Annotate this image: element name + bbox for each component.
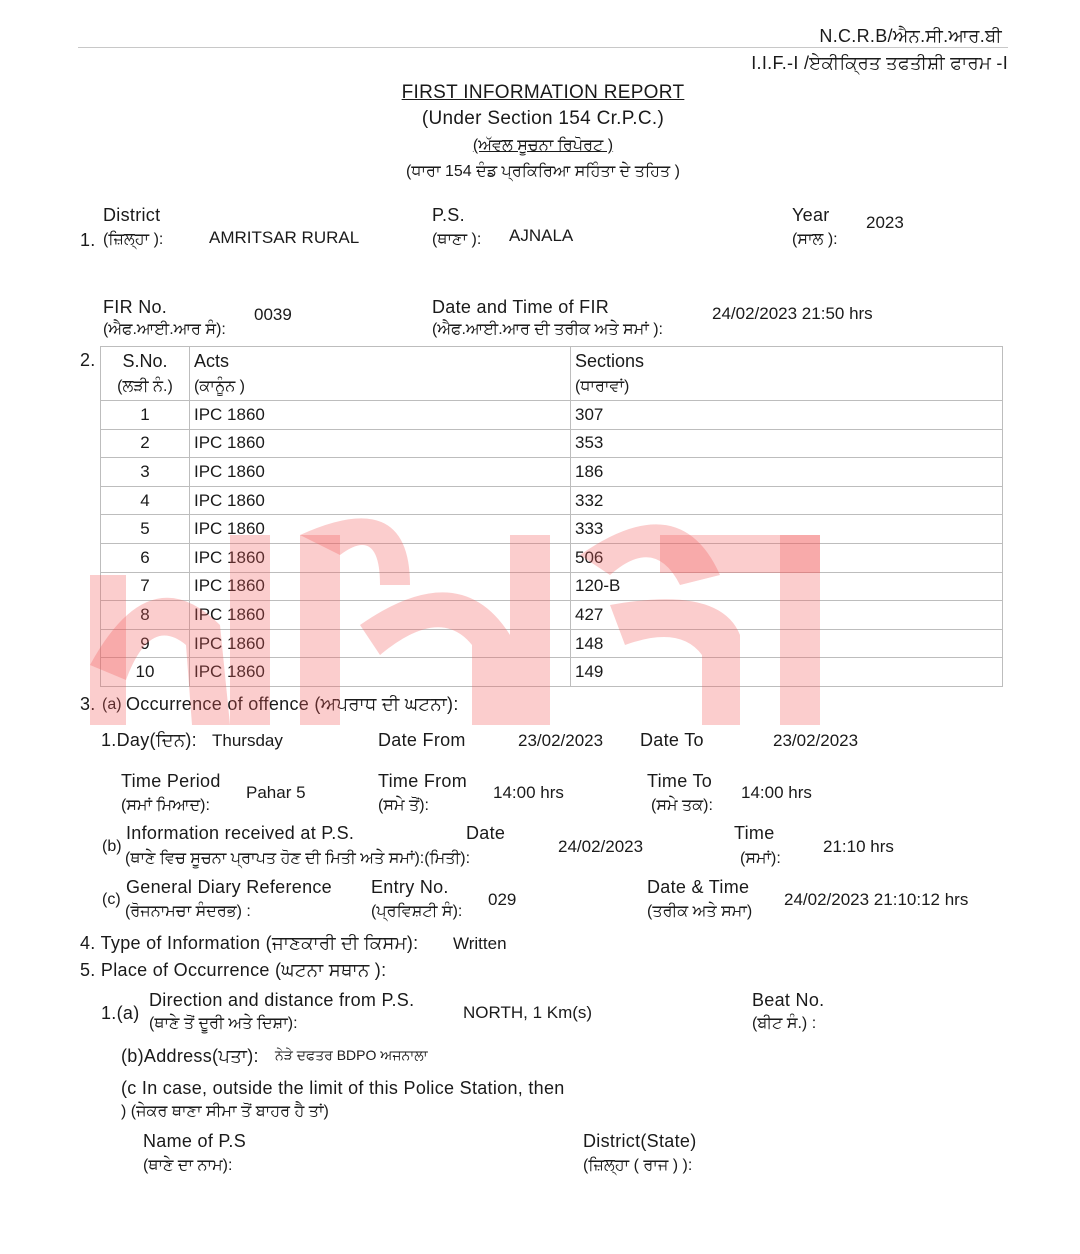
row-act: IPC 1860: [190, 429, 571, 458]
district-label-pa: (ਜ਼ਿਲ੍ਹਾ ):: [103, 231, 164, 248]
ps-label: P.S.: [432, 205, 465, 225]
info-time-value: 21:10 hrs: [823, 837, 894, 856]
row-section: 120-B: [571, 572, 1003, 601]
type-of-information-value: Written: [453, 934, 507, 953]
direction-distance-label: Direction and distance from P.S.: [149, 990, 415, 1010]
row-act: IPC 1860: [190, 629, 571, 658]
report-title: FIRST INFORMATION REPORT: [401, 82, 685, 103]
row-sno: 8: [101, 601, 190, 630]
ncrb-label: N.C.R.B/ਐਨ.ਸੀ.ਆਰ.ਬੀ: [819, 26, 1002, 46]
day-label: 1.Day(ਦਿਨ):: [101, 730, 197, 750]
header-divider: [78, 47, 1008, 48]
header-sno: [101, 347, 190, 401]
district-state-label: District(State): [583, 1131, 697, 1151]
row-section: 148: [571, 629, 1003, 658]
row-act: IPC 1860: [190, 601, 571, 630]
ps-name-label: Name of P.S: [143, 1131, 247, 1151]
table-row: [101, 429, 1003, 458]
beat-no-label: Beat No.: [752, 990, 825, 1010]
time-to-label: Time To: [647, 771, 713, 791]
table-row: [101, 601, 1003, 630]
item3b-label: (b): [102, 838, 122, 855]
time-to-label-pa: (ਸਮੇ ਤਕ):: [651, 797, 713, 814]
date-from-label: Date From: [378, 730, 466, 750]
date-to-value: 23/02/2023: [773, 731, 859, 750]
district-state-label-pa: (ਜ਼ਿਲ੍ਹਾ ( ਰਾਜ ) ):: [583, 1157, 693, 1174]
gd-reference-label-pa: (ਰੋਜਨਾਮਚਾ ਸੰਦਰਭ) :: [125, 903, 251, 920]
header-sections-en: Sections: [575, 351, 645, 371]
header-acts: [190, 347, 571, 401]
table-row: [101, 629, 1003, 658]
table-header-row: [101, 347, 1003, 401]
header-acts-pa: (ਕਾਨੂੰਨ ): [194, 378, 245, 395]
row-sno: 2: [101, 429, 190, 458]
header-sections-pa: (ਧਾਰਾਵਾਂ): [575, 378, 630, 395]
table-row: [101, 658, 1003, 687]
time-to-value: 14:00 hrs: [741, 783, 812, 802]
date-from-value: 23/02/2023: [518, 731, 604, 750]
info-received-label: Information received at P.S.: [126, 823, 355, 843]
row-section: 506: [571, 543, 1003, 572]
item3c-label: (c): [102, 891, 121, 908]
info-date-label: Date: [466, 823, 506, 843]
row-section: 353: [571, 429, 1003, 458]
ps-label-pa: (ਥਾਣਾ ):: [432, 231, 482, 248]
direction-distance-value: NORTH, 1 Km(s): [463, 1003, 593, 1022]
table-row: [101, 572, 1003, 601]
form-label: I.I.F.-I /ਏਕੀਕ੍ਰਿਤ ਤਫਤੀਸ਼ੀ ਫਾਰਮ -I: [751, 53, 1008, 73]
row-act: IPC 1860: [190, 572, 571, 601]
outside-limit-label-pa: ) (ਜੇਕਰ ਥਾਣਾ ਸੀਮਾ ਤੋਂ ਬਾਹਰ ਹੈ ਤਾਂ): [121, 1103, 329, 1120]
address-label: (b)Address(ਪਤਾ):: [121, 1046, 259, 1066]
day-value: Thursday: [212, 731, 283, 750]
beat-no-label-pa: (ਬੀਟ ਸੰ.) :: [752, 1015, 817, 1032]
date-to-label: Date To: [640, 730, 704, 750]
info-time-label: Time: [734, 823, 775, 843]
time-from-label: Time From: [378, 771, 468, 791]
row-sno: 7: [101, 572, 190, 601]
time-from-value: 14:00 hrs: [493, 783, 564, 802]
info-time-label-pa: (ਸਮਾਂ):: [740, 850, 781, 867]
fir-no-value: 0039: [254, 305, 292, 324]
year-label-pa: (ਸਾਲ ):: [792, 231, 838, 248]
item3a-label: (a): [102, 696, 122, 713]
row-section: 427: [571, 601, 1003, 630]
report-section-en: (Under Section 154 Cr.P.C.): [421, 108, 665, 129]
direction-distance-label-pa: (ਥਾਣੇ ਤੋਂ ਦੂਰੀ ਅਤੇ ਦਿਸ਼ਾ):: [149, 1015, 298, 1032]
time-from-label-pa: (ਸਮੇ ਤੋਂ):: [378, 797, 429, 814]
header-sections: [571, 347, 1003, 401]
year-label: Year: [792, 205, 830, 225]
time-period-label: Time Period: [121, 771, 221, 791]
item1-number: 1.: [80, 230, 96, 250]
entry-no-label: Entry No.: [371, 877, 449, 897]
report-section-pa: (ਧਾਰਾ 154 ਦੰਡ ਪ੍ਰਕਿਰਿਆ ਸਹਿੰਤਾ ਦੇ ਤਹਿਤ ): [406, 163, 680, 180]
entry-no-label-pa: (ਪ੍ਰਵਿਸ਼ਟੀ ਸੰ):: [371, 903, 463, 920]
fir-no-label: FIR No.: [103, 297, 168, 317]
info-received-label-pa: (ਥਾਣੇ ਵਿਚ ਸੂਚਨਾ ਪ੍ਰਾਪਤ ਹੋਣ ਦੀ ਮਿਤੀ ਅਤੇ ਸਮਾਂ):(ਮਿਤੀ):: [125, 850, 471, 867]
item3-number: 3.: [80, 694, 96, 714]
type-of-information-label: 4. Type of Information (ਜਾਣਕਾਰੀ ਦੀ ਕਿਸਮ):: [80, 933, 419, 953]
row-section: 333: [571, 515, 1003, 544]
table-row: [101, 543, 1003, 572]
row-act: IPC 1860: [190, 401, 571, 430]
ps-value: AJNALA: [509, 226, 574, 245]
time-period-label-pa: (ਸਮਾਂ ਮਿਆਦ):: [121, 797, 210, 814]
fir-datetime-value: 24/02/2023 21:50 hrs: [712, 304, 873, 323]
row-sno: 9: [101, 629, 190, 658]
row-section: 332: [571, 486, 1003, 515]
outside-limit-label: (c In case, outside the limit of this Police Station, then: [121, 1078, 565, 1098]
acts-sections-table: [100, 346, 1003, 687]
row-section: 149: [571, 658, 1003, 687]
row-section: 186: [571, 458, 1003, 487]
district-value: AMRITSAR RURAL: [209, 228, 360, 247]
address-value: ਨੇੜੇ ਦਫਤਰ BDPO ਅਜਨਾਲਾ: [275, 1047, 428, 1063]
row-act: IPC 1860: [190, 486, 571, 515]
gd-datetime-label: Date & Time: [647, 877, 750, 897]
row-section: 307: [571, 401, 1003, 430]
table-row: [101, 458, 1003, 487]
info-date-value: 24/02/2023: [558, 837, 644, 856]
district-label: District: [103, 205, 161, 225]
row-act: IPC 1860: [190, 543, 571, 572]
header-sno-en: S.No.: [122, 351, 168, 371]
gd-datetime-value: 24/02/2023 21:10:12 hrs: [784, 890, 969, 909]
row-sno: 4: [101, 486, 190, 515]
year-value: 2023: [866, 213, 904, 232]
row-sno: 3: [101, 458, 190, 487]
header-sno-pa: (ਲੜੀ ਨੰ.): [117, 378, 173, 395]
row-act: IPC 1860: [190, 658, 571, 687]
item2-number: 2.: [80, 350, 96, 370]
occurrence-label: Occurrence of offence (ਅਪਰਾਧ ਦੀ ਘਟਨਾ):: [126, 694, 459, 714]
fir-no-label-pa: (ਐਫ.ਆਈ.ਆਰ ਸੰ):: [103, 321, 226, 338]
header-acts-en: Acts: [194, 351, 230, 371]
time-period-value: Pahar 5: [246, 783, 306, 802]
row-sno: 5: [101, 515, 190, 544]
gd-reference-label: General Diary Reference: [126, 877, 332, 897]
table-row: [101, 486, 1003, 515]
gd-datetime-label-pa: (ਤਰੀਕ ਅਤੇ ਸਮਾ): [647, 903, 753, 920]
entry-no-value: 029: [488, 890, 517, 909]
table-row: [101, 515, 1003, 544]
row-act: IPC 1860: [190, 458, 571, 487]
row-act: IPC 1860: [190, 515, 571, 544]
row-sno: 1: [101, 401, 190, 430]
ps-name-label-pa: (ਥਾਣੇ ਦਾ ਨਾਮ):: [143, 1157, 233, 1174]
place-of-occurrence-label: 5. Place of Occurrence (ਘਟਨਾ ਸਥਾਨ ):: [80, 960, 387, 980]
row-sno: 10: [101, 658, 190, 687]
item5-1a-number: 1.(a): [101, 1003, 140, 1023]
table-row: [101, 401, 1003, 430]
fir-datetime-label: Date and Time of FIR: [432, 297, 610, 317]
report-title-pa: (ਅੱਵਲ ਸੂਚਨਾ ਰਿਪੋਰਟ ): [472, 137, 614, 154]
fir-datetime-label-pa: (ਐਫ.ਆਈ.ਆਰ ਦੀ ਤਰੀਕ ਅਤੇ ਸਮਾਂ ):: [432, 321, 663, 338]
row-sno: 6: [101, 543, 190, 572]
